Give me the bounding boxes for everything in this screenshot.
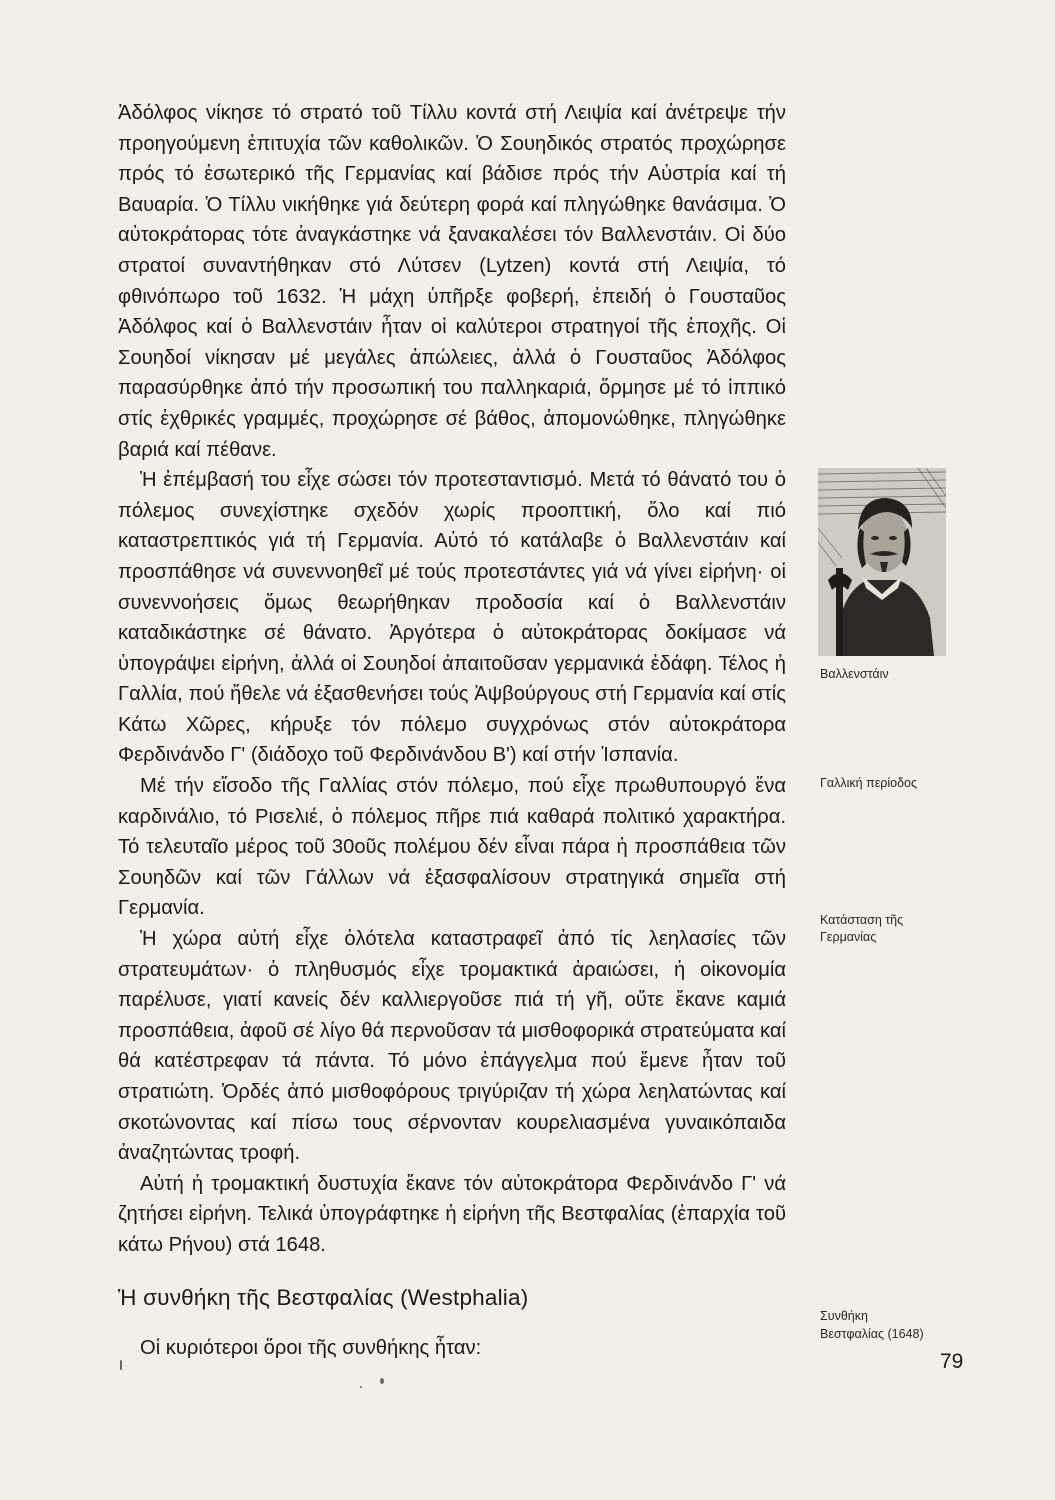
paragraph-france-entry: Μέ τήν εἴσοδο τῆς Γαλλίας στόν πόλεμο, πού εἶχε πρωθυπουργό ἕνα καρδινάλιο, τό Ρισελιέ, ὁ πόλεμος πῆρε πιά καθαρά πολιτικό χαρακτήρα. Τό τελευταῖο μέρος τοῦ 30οῦς πολέμου δέν εἶναι πάρα ἡ προσπάθεια τῶν Σουηδῶν καί τῶν Γάλλων νά ἐξασφαλίσουν στρατηγικά σημεῖα στή Γερμανία. bbox=[118, 775, 786, 920]
portrait-engraving-icon bbox=[818, 468, 946, 656]
paragraph-protestantism: Ἡ ἐπέμβασή του εἶχε σώσει τόν προτεσταντισμό. Μετά τό θάνατό του ὁ πόλεμος συνεχίστηκε σχεδόν χωρίς προοπτική, ὅλο καί πιό καταστρεπτικός γιά τή Γερμανία. Αὐτό τό κατάλαβε ὁ Βαλλενστάιν καί προσπάθησε νά συνεννοηθεῖ μέ τούς προτεστάντες γιά νά γίνει εἰρήνη· οἱ συνεννοήσεις ὅμως θεωρήθηκαν προδοσία καί ὁ Βαλλενστάιν καταδικάστηκε σέ θάνατο. Ἀργότερα ὁ αὐτοκράτορας δοκίμασε νά ὑπογράψει εἰρήνη, ἀλλά οἱ Σουηδοί ἀπαιτοῦσαν γερμανικά ἐδάφη. Τέλος ἡ Γαλλία, πού ἤθελε νά ἐξασθενήσει τούς Ἀψβούργους στή Γερμανία καί στίς Κάτω Χῶρες, κήρυξε τόν πόλεμο συγχρόνως στόν αὐτοκράτορα Φερδινάνδο Γ' (διάδοχο τοῦ Φερδινάνδου Β') καί στήν Ἰσπανία. bbox=[118, 469, 786, 767]
page-number: 79 bbox=[940, 1350, 964, 1373]
margin-note-treaty-2: Βεστφαλίας (1648) bbox=[820, 1327, 924, 1341]
margin-note-germany-state-2: Γερμανίας bbox=[820, 930, 877, 944]
margin-note-wallenstein: Βαλλενστάιν bbox=[820, 667, 889, 681]
paragraph-peace: Αὐτή ἡ τρομακτική δυστυχία ἔκανε τόν αὐτοκράτορα Φερδινάνδο Γ' νά ζητήσει εἰρήνη. Τελικά ὑπογράφτηκε ἡ εἰρήνη τῆς Βεστφαλίας (ἐπαρχία τοῦ κάτω Ρήνου) στά 1648. bbox=[118, 1172, 786, 1256]
ink-speck bbox=[380, 1378, 384, 1384]
ink-speck bbox=[120, 1360, 122, 1370]
wallenstein-portrait bbox=[818, 468, 946, 656]
paragraph-gustavus-adolphus: Ἀδόλφος νίκησε τό στρατό τοῦ Τίλλυ κοντά στή Λειψία καί ἀνέτρεψε τήν προηγούμενη ἐπιτυχία τῶν καθολικῶν. Ὁ Σουηδικός στρατός προχώρησε πρός τό ἐσωτερικό τῆς Γερμανίας καί βάδισε πρός τήν Αὐστρία καί τή Βαυαρία. Ὁ Τίλλυ νικήθηκε γιά δεύτερη φορά καί πληγώθηκε θανάσιμα. Ὁ αὐτοκράτορας τότε ἀναγκάστηκε νά ξανακαλέσει τόν Βαλλενστάιν. Οἱ δύο στρατοί συναντήθηκαν στό Λύτσεν (Lytzen) κοντά στή Λειψία, τό φθινόπωρο τοῦ 1632. Ἡ μάχη ὑπῆρξε φοβερή, ἐπειδή ὁ Γουσταῦος Ἀδόλφος καί ὁ Βαλλενστάιν ἦταν οἱ καλύτεροι στρατηγοί τῆς ἐποχῆς. Οἱ Σουηδοί νίκησαν μέ μεγάλες ἀπώλειες, ἀλλά ὁ Γουσταῦος Ἀδόλφος παρασύρθηκε ἀπό τήν προσωπική του παλληκαριά, ὅρμησε μέ τό ἱππικό στίς ἐχθρικές γραμμές, προχώρησε σέ βάθος, ἀπομονώθηκε, πληγώθηκε βαριά καί πέθανε. bbox=[118, 102, 786, 461]
margin-note-treaty-1: Συνθήκη bbox=[820, 1309, 868, 1323]
section-heading: Ἡ συνθήκη τῆς Βεστφαλίας (Westphalia) bbox=[118, 1285, 529, 1310]
margin-note-gallic-period: Γαλλική περίοδος bbox=[820, 776, 918, 790]
main-text-column bbox=[118, 98, 786, 1261]
paragraph-germany-devastation: Ἡ χώρα αὐτή εἶχε ὁλότελα καταστραφεῖ ἀπό τίς λεηλασίες τῶν στρατευμάτων· ὁ πληθυσμός εἶχε τρομακτικά ἀραιώσει, ἡ οἰκονομία παρέλυσε, γιατί κανείς δέν καλλιεργοῦσε πιά τή γῆ, οὔτε ἔκανε καμιά προσπάθεια, ἀφοῦ σέ λίγο θά περνοῦσαν τά μισθοφορικά στρατεύματα καί θά κατέστρεφαν τά πάντα. Τό μόνο ἐπάγγελμα πού ἔμενε ἦταν τοῦ στρατιώτη. Ὀρδές ἀπό μισθοφόρους τριγύριζαν τή χώρα λεηλατώντας καί σκοτώνοντας καί πίσω τους σέρνονταν κουρελιασμένα γυναικόπαιδα ἀναζητώντας τροφή. bbox=[118, 928, 786, 1165]
section-intro: Οἱ κυριότεροι ὅροι τῆς συνθήκης ἦταν: bbox=[140, 1337, 482, 1359]
margin-note-germany-state-1: Κατάσταση τῆς bbox=[820, 913, 904, 927]
ink-speck bbox=[360, 1386, 362, 1388]
